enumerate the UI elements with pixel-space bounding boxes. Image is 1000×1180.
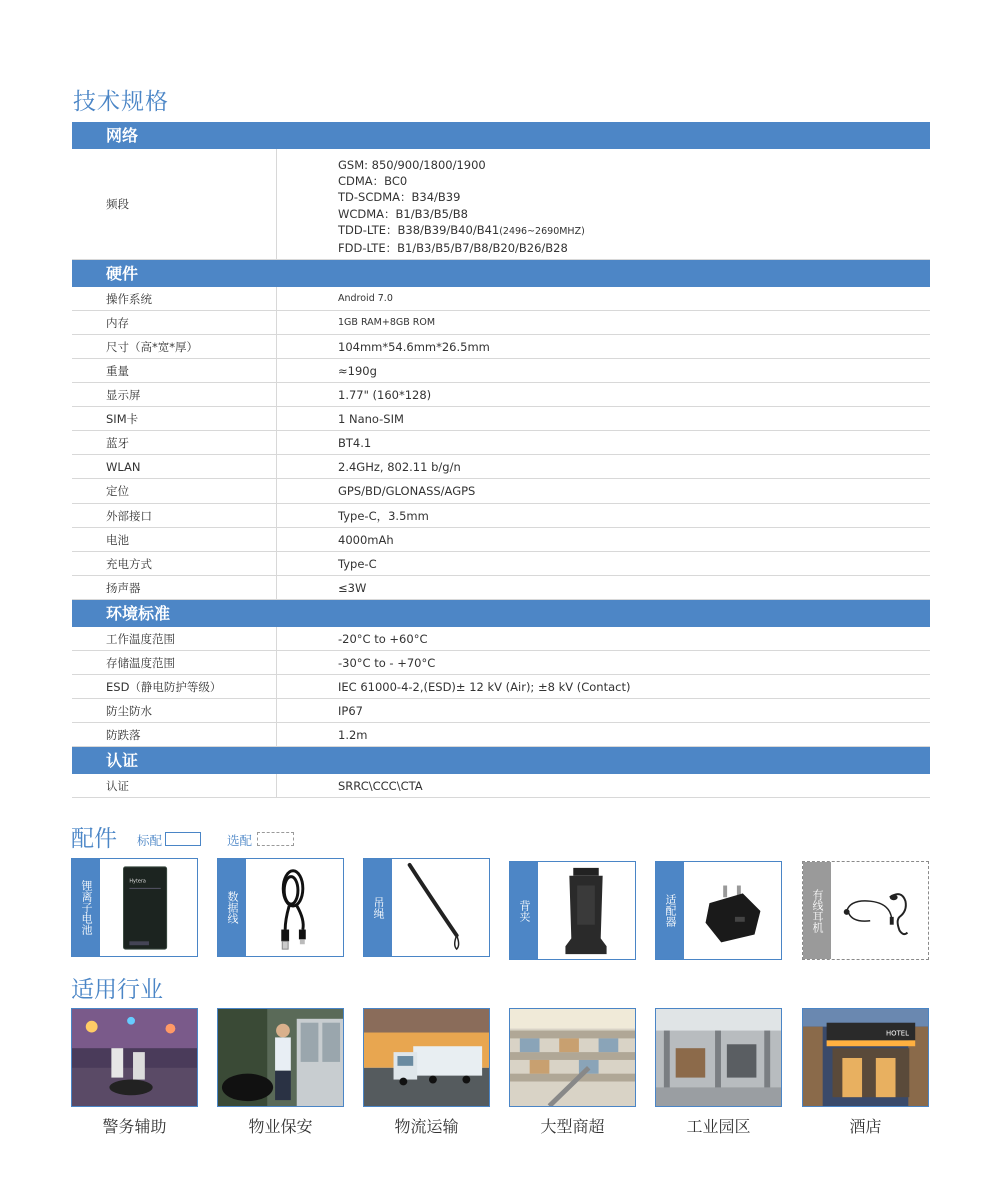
accessory-card-data-cable	[217, 858, 344, 957]
security-photo	[217, 1008, 344, 1107]
column-divider	[276, 675, 277, 698]
spec-table	[72, 122, 930, 798]
spec-value: 1.2m	[338, 727, 368, 742]
spec-label: 防尘防水	[106, 703, 152, 718]
section-header-environment: 环境标准	[72, 600, 930, 627]
accessory-card-adapter	[655, 861, 782, 960]
wired-earphone-icon	[831, 862, 928, 959]
spec-value: 2.4GHz, 802.11 b/g/n	[338, 459, 461, 474]
industry-label: 物业保安	[248, 1117, 313, 1136]
hotel-photo	[802, 1008, 929, 1107]
accessories-title: 配件	[71, 826, 117, 852]
column-divider	[276, 651, 277, 674]
spec-value: ≈190g	[338, 363, 377, 378]
industry-label: 物流运输	[394, 1117, 459, 1136]
spec-label: WLAN	[106, 459, 141, 474]
spec-label: 电池	[106, 532, 129, 547]
spec-value: -30°C to - +70°C	[338, 655, 436, 670]
column-divider	[276, 723, 277, 746]
column-divider	[276, 552, 277, 575]
industry-label: 工业园区	[686, 1117, 751, 1136]
spec-label: 充电方式	[106, 556, 152, 571]
spec-value: BT4.1	[338, 435, 372, 450]
spec-value: SRRC\CCC\CTA	[338, 778, 423, 793]
spec-row	[72, 552, 930, 576]
spec-row	[72, 431, 930, 455]
spec-label: 操作系统	[106, 291, 152, 306]
spec-value: GPS/BD/GLONASS/AGPS	[338, 484, 476, 498]
spec-label: 定位	[106, 484, 129, 498]
spec-label: 外部接口	[106, 508, 152, 523]
industries-title: 适用行业	[71, 977, 163, 1003]
section-header-network: 网络	[72, 122, 930, 149]
spec-value: 1 Nano-SIM	[338, 411, 404, 426]
column-divider	[276, 383, 277, 406]
section-header-hardware: 硬件	[72, 260, 930, 287]
logistics-photo	[363, 1008, 490, 1107]
spec-value: 1.77" (160*128)	[338, 387, 432, 402]
power-adapter-icon	[684, 862, 781, 959]
freq-line: GSM: 850/900/1800/1900	[338, 158, 486, 172]
spec-value: 104mm*54.6mm*26.5mm	[338, 339, 490, 354]
industry-label: 酒店	[849, 1117, 882, 1136]
spec-row	[72, 675, 930, 699]
mall-photo	[509, 1008, 636, 1107]
industry-label: 警务辅助	[102, 1117, 167, 1136]
spec-label: 防跌落	[106, 727, 141, 742]
spec-row	[72, 528, 930, 552]
column-divider	[276, 431, 277, 454]
spec-label: 重量	[106, 363, 129, 378]
spec-label: 尺寸（高*宽*厚）	[106, 339, 198, 354]
column-divider	[276, 149, 277, 259]
spec-row	[72, 407, 930, 431]
freq-line-note: (2496~2690MHZ)	[499, 225, 585, 237]
spec-row	[72, 287, 930, 311]
spec-label: 频段	[106, 197, 129, 211]
battery-icon	[100, 859, 197, 956]
spec-value: 1GB RAM+8GB ROM	[338, 317, 436, 328]
freq-line: CDMA：BC0	[338, 174, 408, 189]
freq-line-main: TDD-LTE：B38/B39/B40/B41	[338, 222, 500, 237]
column-divider	[276, 335, 277, 358]
page-title: 技术规格	[73, 89, 169, 115]
spec-label: 工作温度范围	[106, 631, 175, 646]
column-divider	[276, 504, 277, 527]
spec-label: 内存	[106, 315, 129, 330]
accessory-label: 吊绳	[364, 859, 392, 956]
industrial-photo	[655, 1008, 782, 1107]
usb-cable-icon	[246, 859, 343, 956]
spec-label: SIM卡	[106, 411, 139, 426]
section-header-certification: 认证	[72, 747, 930, 774]
battery-logo-text: Hytera	[129, 878, 146, 885]
spec-value: Android 7.0	[338, 293, 393, 304]
column-divider	[276, 311, 277, 334]
spec-label: 扬声器	[106, 580, 141, 595]
freq-line: TD-SCDMA：B34/B39	[338, 190, 461, 205]
accessory-card-belt-clip	[509, 861, 636, 960]
spec-row	[72, 359, 930, 383]
spec-value: ≤3W	[338, 580, 367, 595]
spec-row	[72, 479, 930, 504]
spec-label: 显示屏	[106, 387, 141, 402]
hotel-sign-text: HOTEL	[886, 1029, 909, 1038]
spec-row	[72, 699, 930, 723]
spec-label: ESD（静电防护等级）	[106, 679, 222, 694]
spec-value: -20°C to +60°C	[338, 631, 428, 646]
column-divider	[276, 287, 277, 310]
spec-value-lines	[338, 157, 585, 259]
spec-row	[72, 651, 930, 675]
freq-line	[338, 222, 585, 240]
accessory-label: 有线耳机	[803, 862, 831, 959]
police-photo	[71, 1008, 198, 1107]
spec-row	[72, 576, 930, 600]
spec-row-frequency	[72, 149, 930, 260]
spec-label: 蓝牙	[106, 435, 129, 450]
column-divider	[276, 576, 277, 599]
accessory-label: 适配器	[656, 862, 684, 959]
accessory-label: 锂离子电池	[72, 859, 100, 956]
freq-line: WCDMA：B1/B3/B5/B8	[338, 206, 468, 221]
spec-row	[72, 774, 930, 798]
column-divider	[276, 528, 277, 551]
accessory-label: 背夹	[510, 862, 538, 959]
spec-label: 认证	[106, 778, 129, 793]
accessory-label: 数据线	[218, 859, 246, 956]
spec-row	[72, 383, 930, 407]
legend-optional-swatch	[257, 832, 294, 846]
spec-value: Type-C，3.5mm	[338, 508, 429, 523]
accessory-card-lanyard	[363, 858, 490, 957]
accessory-card-earphone	[802, 861, 929, 960]
column-divider	[276, 407, 277, 430]
spec-value: Type-C	[338, 556, 377, 571]
spec-row	[72, 723, 930, 747]
column-divider	[276, 774, 277, 797]
spec-value: 4000mAh	[338, 532, 394, 547]
legend-standard-swatch	[165, 832, 201, 846]
column-divider	[276, 455, 277, 478]
spec-label: 存储温度范围	[106, 655, 175, 670]
column-divider	[276, 359, 277, 382]
spec-value: IP67	[338, 703, 363, 718]
spec-row	[72, 311, 930, 335]
column-divider	[276, 627, 277, 650]
spec-row	[72, 627, 930, 651]
belt-clip-icon	[538, 862, 635, 959]
lanyard-icon	[392, 859, 489, 956]
freq-line: FDD-LTE：B1/B3/B5/B7/B8/B20/B26/B28	[338, 241, 568, 256]
column-divider	[276, 479, 277, 503]
industry-label: 大型商超	[540, 1117, 605, 1136]
spec-row	[72, 504, 930, 528]
legend-optional-label: 选配	[227, 833, 253, 848]
legend-standard-label: 标配	[137, 833, 163, 848]
accessory-card-battery	[71, 858, 198, 957]
column-divider	[276, 699, 277, 722]
spec-value: IEC 61000-4-2,(ESD)± 12 kV (Air); ±8 kV (Contact)	[338, 679, 631, 694]
spec-row	[72, 455, 930, 479]
spec-row	[72, 335, 930, 359]
